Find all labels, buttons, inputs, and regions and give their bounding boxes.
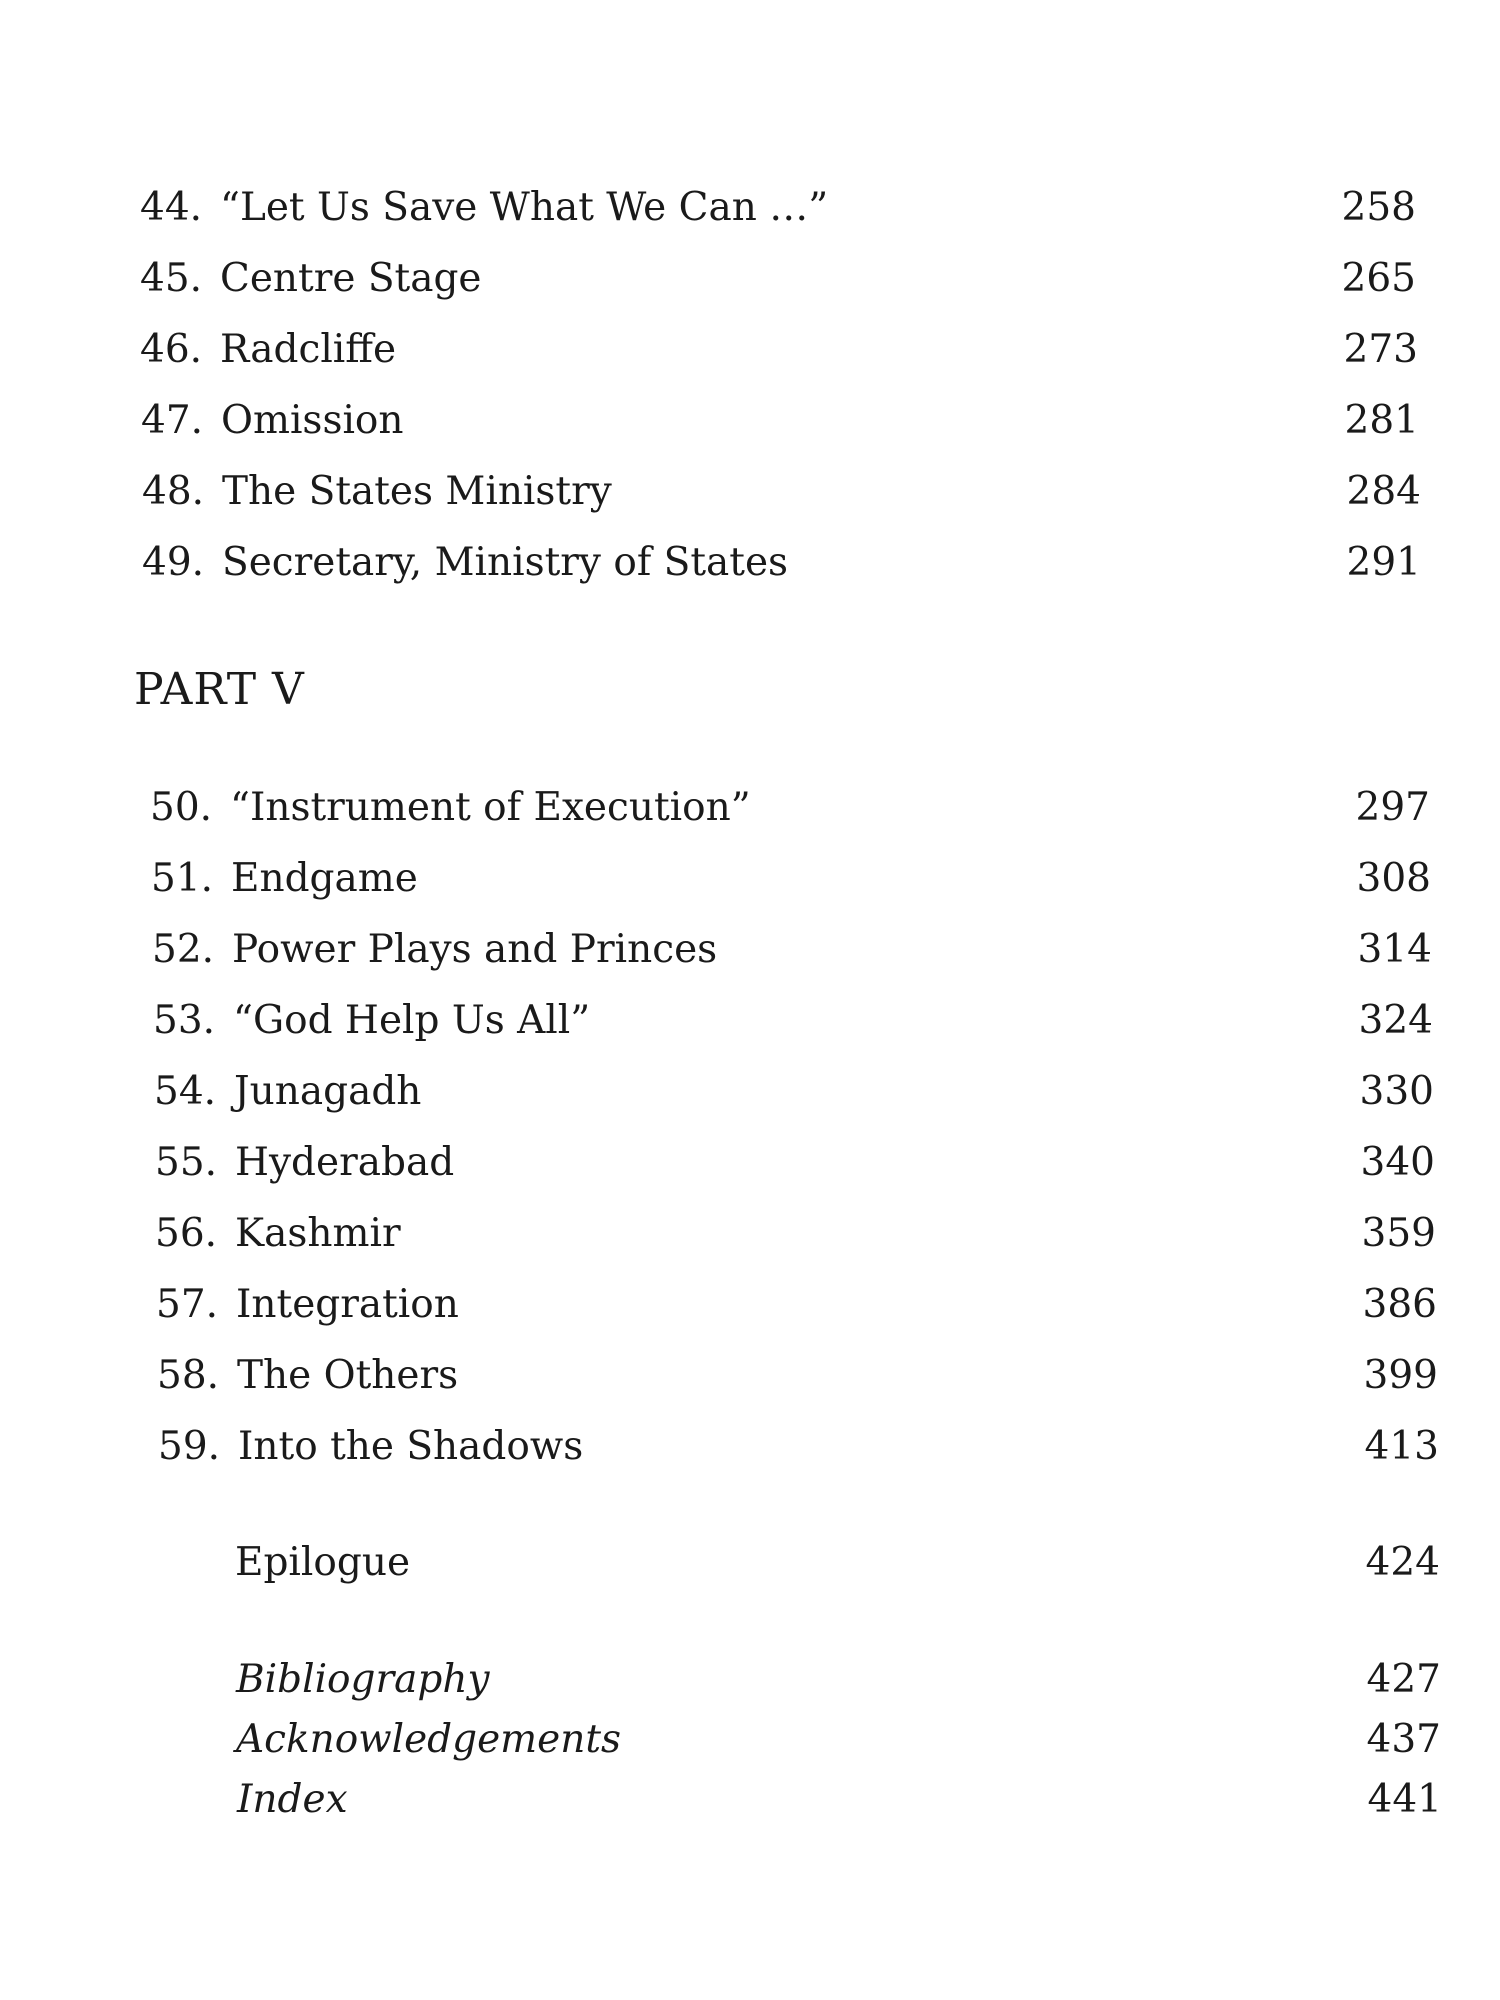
toc-entry-52[interactable] bbox=[152, 920, 1432, 980]
chapter-number: 44. bbox=[140, 185, 203, 230]
toc-entry-bibliography[interactable] bbox=[236, 1650, 1441, 1710]
chapter-number: 54. bbox=[154, 1069, 217, 1114]
page-number: 265 bbox=[1341, 256, 1416, 301]
page-number: 424 bbox=[1365, 1540, 1440, 1585]
page-number: 413 bbox=[1364, 1424, 1439, 1469]
toc-entry-51[interactable] bbox=[151, 849, 1431, 909]
chapter-title: Power Plays and Princes bbox=[232, 927, 718, 972]
page-number: 308 bbox=[1356, 856, 1431, 901]
chapter-title: The States Ministry bbox=[222, 469, 612, 514]
toc-entry-53[interactable] bbox=[153, 991, 1433, 1051]
epilogue-title: Epilogue bbox=[235, 1540, 411, 1585]
page-number: 297 bbox=[1355, 785, 1430, 830]
part-heading: PART V bbox=[134, 664, 305, 715]
toc-entry-index[interactable] bbox=[237, 1770, 1442, 1830]
chapter-title: Into the Shadows bbox=[238, 1424, 584, 1469]
page-number: 340 bbox=[1360, 1140, 1435, 1185]
page-number: 284 bbox=[1346, 469, 1421, 514]
toc-entry-55[interactable] bbox=[155, 1133, 1435, 1193]
chapter-title: Endgame bbox=[231, 856, 418, 901]
chapter-title: Centre Stage bbox=[220, 256, 482, 301]
toc-entry-59[interactable] bbox=[158, 1417, 1439, 1477]
back-matter-title: Bibliography bbox=[236, 1657, 490, 1702]
page-number: 386 bbox=[1362, 1282, 1437, 1327]
page-number: 441 bbox=[1367, 1777, 1442, 1822]
chapter-number: 46. bbox=[140, 327, 203, 372]
page-number: 399 bbox=[1363, 1353, 1438, 1398]
page-number: 258 bbox=[1341, 185, 1416, 230]
toc-entry-49[interactable] bbox=[142, 533, 1421, 593]
page-number: 273 bbox=[1343, 327, 1418, 372]
page-number: 324 bbox=[1358, 998, 1433, 1043]
chapter-title: Junagadh bbox=[234, 1069, 422, 1114]
chapter-number: 47. bbox=[141, 398, 204, 443]
toc-entry-epilogue[interactable] bbox=[235, 1533, 1440, 1593]
page-number: 281 bbox=[1344, 398, 1419, 443]
chapter-title: Integration bbox=[236, 1282, 459, 1327]
chapter-number: 53. bbox=[153, 998, 216, 1043]
toc-entry-57[interactable] bbox=[156, 1275, 1437, 1335]
page-number: 314 bbox=[1357, 927, 1432, 972]
toc-entry-47[interactable] bbox=[141, 391, 1419, 451]
chapter-number: 52. bbox=[152, 927, 215, 972]
toc-entry-44[interactable] bbox=[140, 178, 1416, 238]
chapter-number: 57. bbox=[156, 1282, 219, 1327]
toc-entry-acknowledgements[interactable] bbox=[236, 1710, 1441, 1770]
toc-entry-56[interactable] bbox=[155, 1204, 1436, 1264]
toc-entry-58[interactable] bbox=[157, 1346, 1438, 1406]
toc-entry-54[interactable] bbox=[154, 1062, 1434, 1122]
chapter-number: 51. bbox=[151, 856, 214, 901]
chapter-number: 59. bbox=[158, 1424, 221, 1469]
page-number: 330 bbox=[1359, 1069, 1434, 1114]
chapter-title: Secretary, Ministry of States bbox=[222, 540, 789, 585]
chapter-title: “Let Us Save What We Can …” bbox=[220, 185, 829, 230]
back-matter-title: Acknowledgements bbox=[236, 1717, 622, 1762]
page-number: 291 bbox=[1346, 540, 1421, 585]
chapter-number: 48. bbox=[142, 469, 205, 514]
chapter-title: The Others bbox=[237, 1353, 459, 1398]
chapter-title: “God Help Us All” bbox=[233, 998, 591, 1043]
chapter-number: 49. bbox=[142, 540, 205, 585]
toc-entry-46[interactable] bbox=[140, 320, 1418, 380]
page-number: 437 bbox=[1366, 1717, 1441, 1762]
chapter-title: Radcliffe bbox=[220, 327, 397, 372]
page-number: 359 bbox=[1361, 1211, 1436, 1256]
chapter-number: 55. bbox=[155, 1140, 218, 1185]
chapter-title: Hyderabad bbox=[235, 1140, 455, 1185]
toc-entry-50[interactable] bbox=[150, 778, 1430, 838]
page-number: 427 bbox=[1366, 1657, 1441, 1702]
chapter-title: “Instrument of Execution” bbox=[230, 785, 751, 830]
toc-entry-48[interactable] bbox=[142, 462, 1421, 522]
toc-entry-45[interactable] bbox=[140, 249, 1416, 309]
chapter-title: Omission bbox=[221, 398, 404, 443]
chapter-number: 56. bbox=[155, 1211, 218, 1256]
chapter-number: 58. bbox=[157, 1353, 220, 1398]
chapter-number: 45. bbox=[140, 256, 203, 301]
chapter-number: 50. bbox=[150, 785, 213, 830]
back-matter-title: Index bbox=[237, 1777, 348, 1822]
chapter-title: Kashmir bbox=[235, 1211, 401, 1256]
